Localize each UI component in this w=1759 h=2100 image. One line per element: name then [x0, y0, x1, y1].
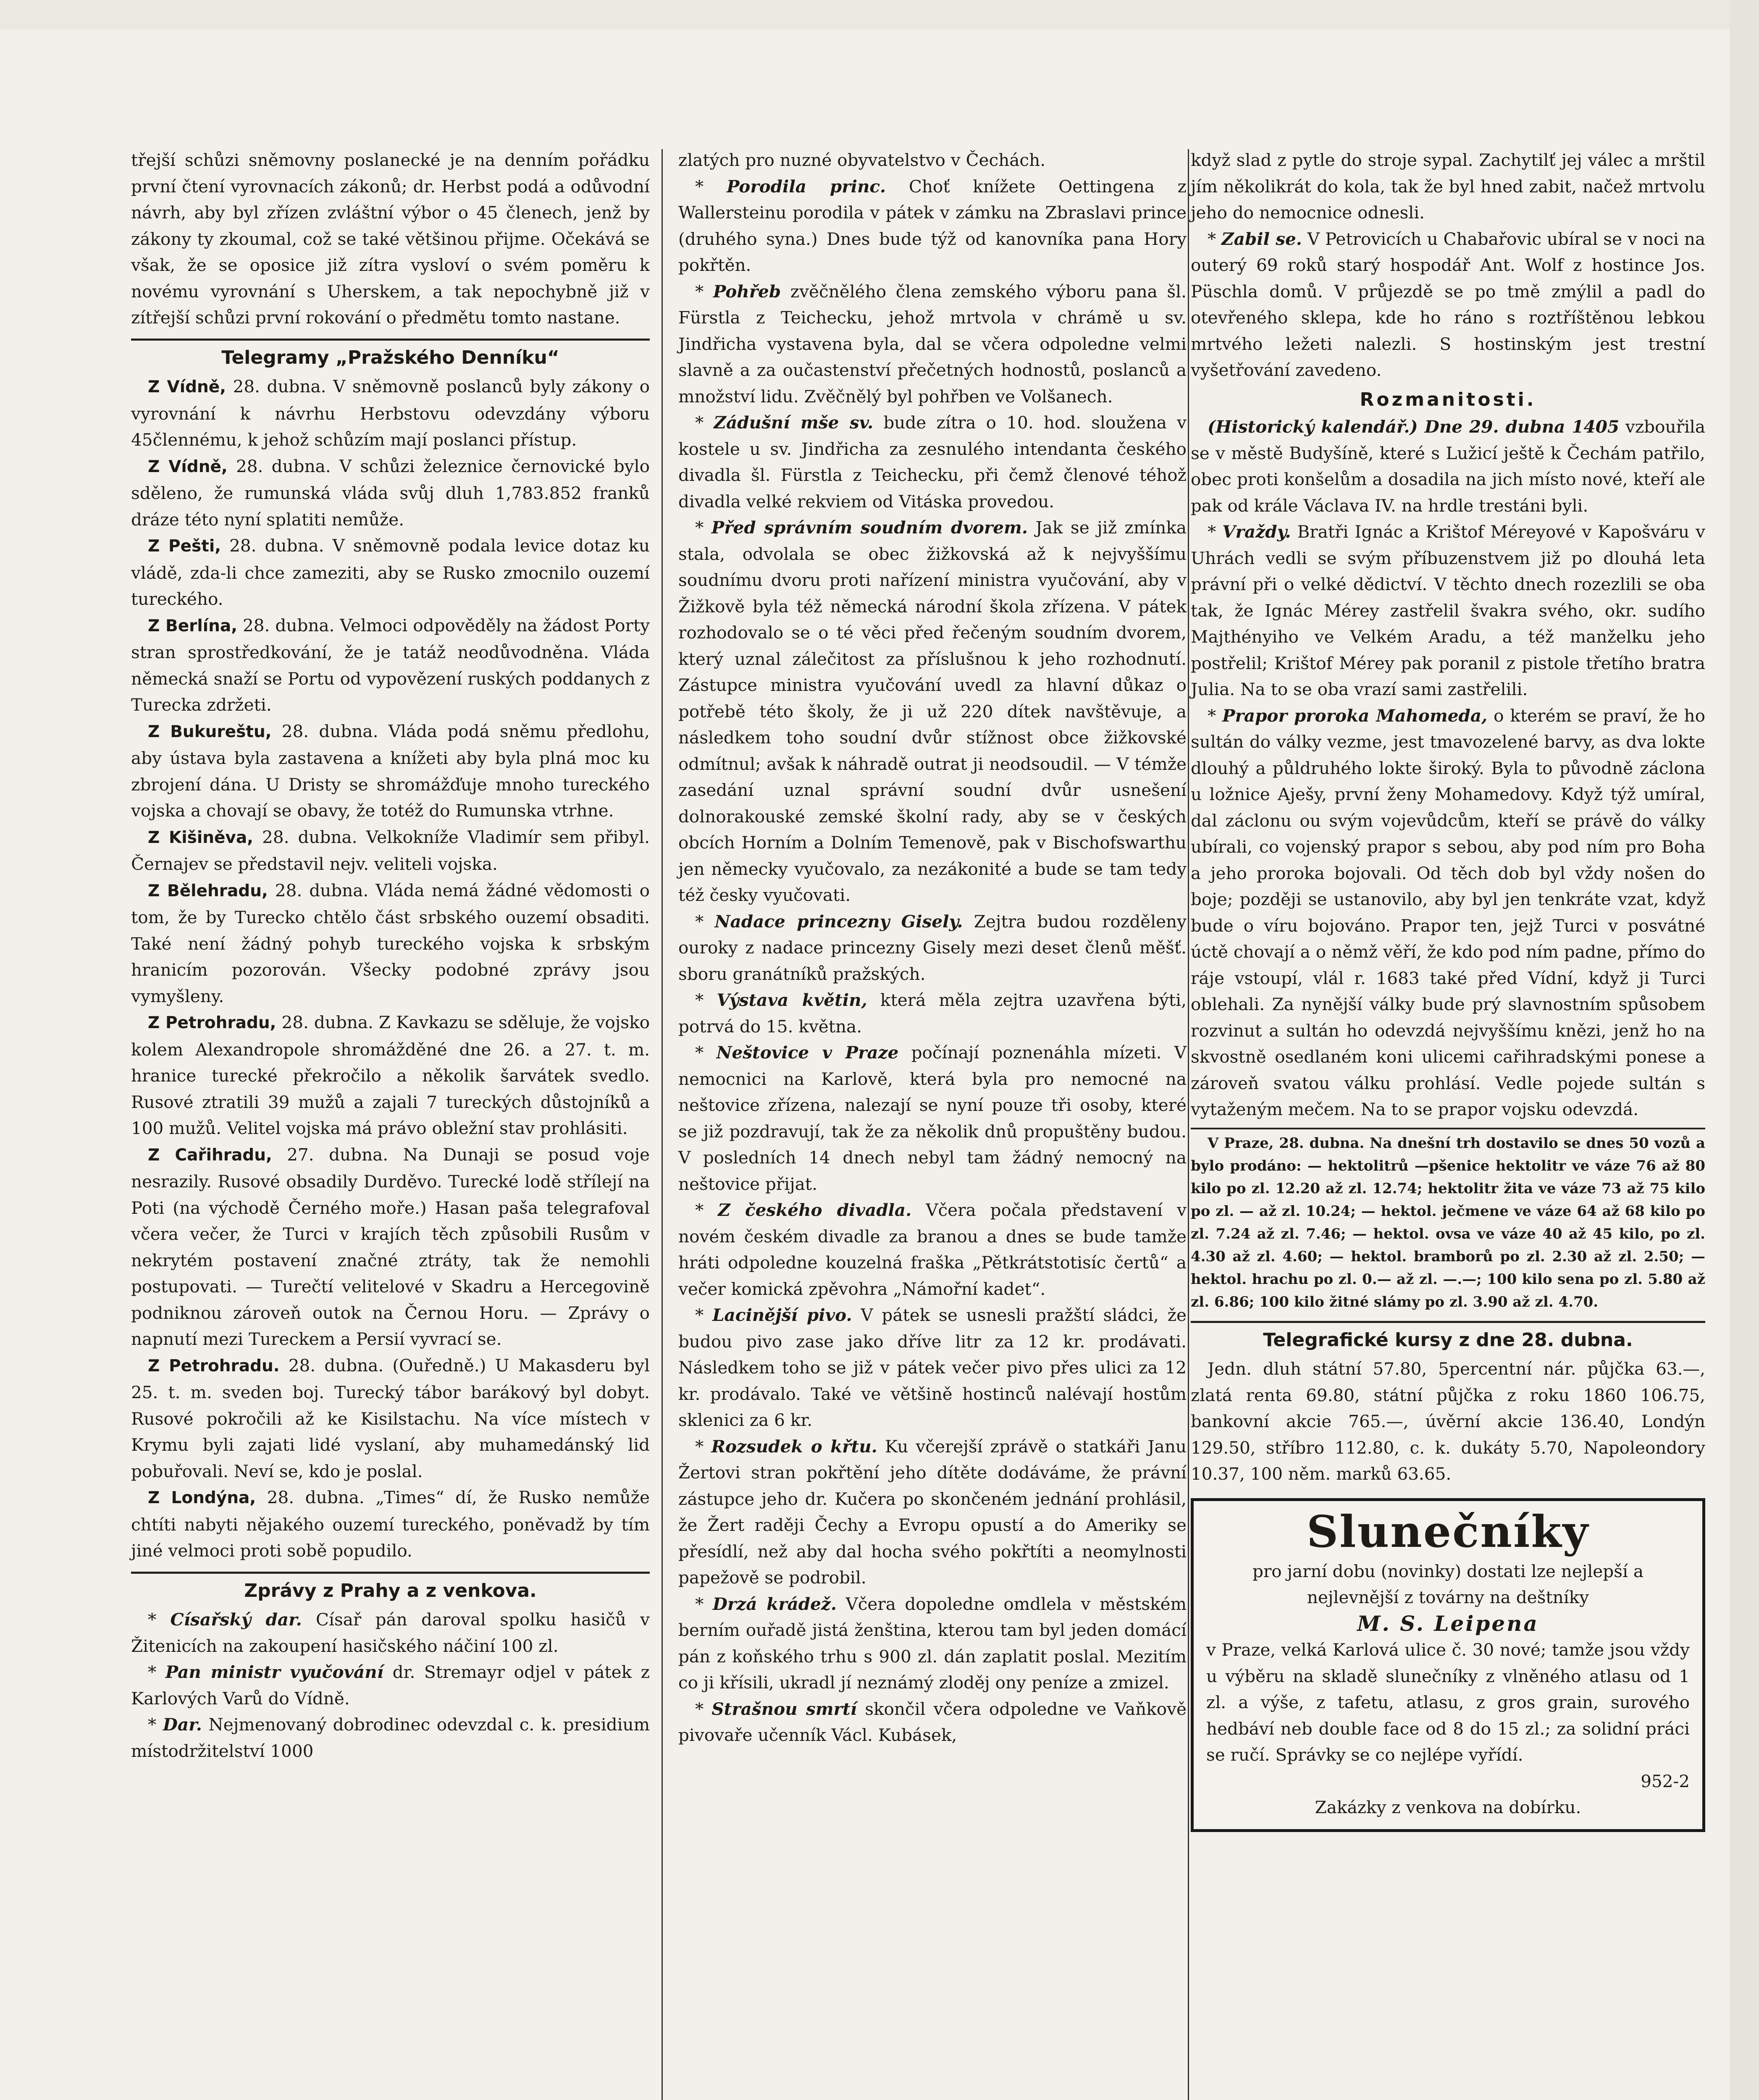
umbrella-advertisement	[1191, 1498, 1705, 1832]
telegram-london: Z Londýna, 28. dubna. „Times“ dí, že Rusko nemůže chtíti nabyti nějakého ouzemí tureckého, poněvadž by tím jiné velmoci proti sobě popudilo.	[131, 1487, 650, 1561]
column-rule-1	[662, 149, 663, 2100]
column-1	[131, 147, 650, 1764]
telegram-vienna-2: Z Vídně, 28. dubna. V schůzi železnice černovické bylo sděleno, že rumunská vláda svůj dluh 1,783.852 franků dráze této nyní splatiti nemůže.	[131, 456, 650, 530]
news-death-cont: když slad z pytle do stroje sypal. Zachytilť jej válec a mrštil jím několikrát do kola, tak že byl hned zabit, načež mrtvolu jeho do nemocnice odnesli.	[1191, 150, 1705, 223]
ad-line-1: pro jarní dobu (novinky) dostati lze nejlepší a nejlevnější z továrny na deštníky	[1252, 1561, 1643, 1607]
page-top-edge	[0, 0, 1759, 29]
misc-banner: * Prapor proroka Mahomeda, o kterém se praví, že ho sultán do války vezme, jest tmavozelené barvy, as dva lokte dlouhý a půldruhého lokte široký. Byla to původně záclona u ložnice Aješy, první ženy Mohamedovy. Když týž umíral, dal záclonu ou svým vojevůdcům, kteří se právě do války ubírali, co vojenský prapor s sebou, aby pod ním pro Boha a jeho proroka bojovali. Od těch dob byl vždy nošen do boje; později se ustanovilo, aby byl jen tenkráte vzat, když bude o víru bojováno. Prapor ten, jejž Turci v posvátné úctě chovají a o němž věří, že kdo pod ním padne, přímo do ráje vstoupí, vlál r. 1683 také před Vídní, když ji Turci oblehali. Za nynější války bude prý slavnostním spůsobem rozvinut a sultán ho odevzdá nejvyššímu knězi, jenž ho na skvostně osedlaném koni ulicemi cařihradskými ponese a zároveň svatou válku prohlásí. Vedle pojede sultán s vytaženým mečem. Na to se prapor vojsku odevzdá.	[1191, 705, 1706, 1119]
ad-firm: M. S. Leipena	[1357, 1611, 1539, 1636]
telegram-belgrade: Z Bělehradu, 28. dubna. Vláda nemá žádné vědomosti o tom, že by Turecko chtělo část srbského ouzemí obsaditi. Také není žádný pohyb tureckého vojska k srbským hranicím pozorován. Všecky podobné zprávy jsou vymyšleny.	[131, 880, 650, 1006]
news-imperial-gift: * Císařský dar. Císař pán daroval spolku hasičů v Žitenicích na zakoupení hasičského náčiní 100 zl.	[131, 1609, 650, 1656]
ad-line-2: v Praze, velká Karlová ulice č. 30 nové; tamže jsou vždy u výběru na skladě slunečníky z vlněného atlasu od 1 zl. a výše, z tafetu, atlasu, z gros grain, surového hedbáví neb double face od 8 do 15 zl.; za solidní práci se ručí. Správky se co nejlépe vyřídí.	[1206, 1640, 1690, 1765]
news-baptism: * Rozsudek o křtu. Ku včerejší zprávě o statkáři Janu Žertovi stran pokřtění jeho dítěte dodáváme, že právní zástupce jeho dr. Kučera po skončeném jednání prohlásil, že Žert raději Čechy a Evropu opustí a do Ameriky se přesídlí, než aby dal hocha svého pokřtíti a neomylnosti papežově se podrobil.	[678, 1436, 1187, 1588]
page-right-edge	[1730, 0, 1759, 2100]
news-death: * Strašnou smrtí skončil včera odpoledne ve Vaňkově pivovaře učenník Václ. Kubásek,	[678, 1698, 1187, 1745]
column-3	[1191, 147, 1705, 1832]
news-theatre: * Z českého divadla. Včera počala představení v novém českém divadle za branou a dnes se bude tamže hráti odpoledne kouzelná fraška „Pětkrátstotisíc čertů“ a večer komická zpěvohra „Námořní kadet“.	[678, 1200, 1187, 1299]
kursy-report: Jedn. dluh státní 57.80, 5percentní nár. půjčka 63.—, zlatá renta 69.80, státní půjčka z roku 1860 106.75, bankovní akcie 765.—, úvěrní akcie 136.40, Londýn 129.50, stříbro 112.80, c. k. dukáty 5.70, Napoleondory 10.37, 100 něm. marků 63.65.	[1191, 1359, 1705, 1484]
ad-number: 952-2	[1641, 1771, 1690, 1791]
news-beer: * Lacinější pivo. V pátek se usnesli pražští sládci, že budou pivo zase jako dříve litr za 12 kr. prodávati. Následkem toho se již v pátek večer pivo přes ulici za 12 kr. prodávalo. Také ve většině hostinců nalévají hostům sklenici za 6 kr.	[678, 1305, 1187, 1430]
news-donation: * Dar. Nejmenovaný dobrodinec odevzdal c. k. presidium místodržitelství 1000	[131, 1714, 650, 1761]
news-birth: * Porodila princ. Choť knížete Oettingena z Wallersteinu porodila v pátek v zámku na Zbraslavi prince (druhého syna.) Dnes bude týž od kanovníka pana Hory pokřtěn.	[678, 176, 1187, 275]
news-requiem: * Zádušní mše sv. bude zítra o 10. hod. sloužena v kostele u sv. Jindřicha za zesnulého intendanta českého divadla šl. Fürstla z Teichecku, při čemž členové téhož divadla velké rekviem od Vitáska provedou.	[678, 412, 1187, 512]
market-report: V Praze, 28. dubna. Na dnešní trh dostavilo se dnes 50 vozů a bylo prodáno: — hektolitrů —pšenice hektolitr ve váze 76 až 80 kilo po zl. 12.20 až zl. 12.74; hektolitr žita ve váze 73 až 75 kilo po zl. — až zl. 10.24; — hektol. ječmene ve váze 64 až 68 kilo po zl. 7.24 až zl. 7.46; — hektol. ovsa ve váze 40 až 45 kilo, po zl. 4.30 až zl. 4.60; — hektol. bramborů po zl. 2.30 až zl. 2.50; — hektol. hrachu po zl. 0.— až zl. —.—; 100 kilo sena po zl. 5.80 až zl. 6.86; 100 kilo žitné slámy po zl. 3.90 až zl. 4.70.	[1191, 1128, 1705, 1313]
telegram-constantinople: Z Cařihradu, 27. dubna. Na Dunaji se posud voje nesrazily. Rusové obsadily Durděvo. Turecké lodě střílejí na Poti (na východě Černého moře.) Hasan paša telegrafoval včera večer, že Turci v krajích těch způsobili Rusům v nekrytém postavení značné ztráty, tak že nemohli postupovati. — Turečtí velitelové v Skadru a Hercegovině podniknou zároveň outok na Černou Horu. — Zprávy o napnutí mezi Tureckem a Persií vyvrací se.	[131, 1144, 650, 1349]
news-killed: * Zabil se. V Petrovicích u Chabařovic ubíral se v noci na outerý 69 roků starý hospodář Ant. Wolf z hostince Jos. Püschla domů. V průjezdě se po tmě zmýlil a padl do otevřeného sklepa, kde ho ráno s roztříštěnou lebkou mrtvého ležeti nalezli. S hostinským jest trestní vyšetřování zavedeno.	[1191, 228, 1706, 380]
news-minister: * Pan ministr vyučování dr. Stremayr odjel v pátek z Karlových Varů do Vídně.	[131, 1662, 650, 1709]
zpravy-header: Zprávy z Prahy a z venkova.	[131, 1572, 650, 1604]
ad-line-3: Zakázky z venkova na dobírku.	[1315, 1797, 1581, 1817]
misc-calendar: (Historický kalendář.) Dne 29. dubna 1405 vzbouřila se v městě Budyšíně, které s Lužicí ještě k Čechám patřilo, obec proti konšelům a dosadila na jich místo nové, kteří ale pak od krále Václava IV. na hrdle trestáni byli.	[1191, 417, 1705, 516]
column-2	[678, 147, 1187, 1748]
rozmanitosti-header: Rozmanitosti.	[1360, 388, 1536, 410]
news-court: * Před správním soudním dvorem. Jak se již zmínka stala, odvolala se obec žižkovská až k nejvyššímu soudnímu dvoru proti nařízení ministra vyučování, aby v Žižkově byla též německá národní škola zřízena. V pátek rozhodovalo se o té věci před řečeným soudním dvorem, který uznal zálečitost za příslušnou k jeho rozhodnutí. Zástupce ministra vyučování uvedl za hlavní důkaz o potřebě této školy, že ji už 220 dítek navštěvuje, a následkem toho soudní dvůr stížnost obce žižkovské odmítnul; avšak k náhradě outrat ji neodsoudil. — V témže zasedání uznal správní soudní dvůr usnešení dolnorakouské zemské školní rady, aby se v českých obcích Horním a Dolním Temenově, pak v Bischofswarthu jen německy vyučovalo, za nezákonité a bude se tam tedy též česky vyučovati.	[678, 517, 1187, 905]
telegramy-header: Telegramy „Pražského Denníku“	[131, 339, 650, 371]
news-flower-show: * Výstava květin, která měla zejtra uzavřena býti, potrvá do 15. května.	[678, 990, 1187, 1037]
telegram-kishinev: Z Kišiněva, 28. dubna. Velkokníže Vladimír sem přibyl. Černajev se představil nejv. veliteli vojska.	[131, 827, 650, 874]
news-foundation: * Nadace princezny Gisely. Zejtra budou rozděleny ouroky z nadace princezny Gisely mezi deset členů měšť. sboru granátníků pražských.	[678, 911, 1187, 984]
news-donation-cont: zlatých pro nuzné obyvatelstvo v Čechách.	[678, 150, 1046, 170]
telegram-pest: Z Pešti, 28. dubna. V sněmovně podala levice dotaz ku vládě, zda-li chce zameziti, aby se Rusko zmocnilo ouzemí tureckého.	[131, 536, 650, 609]
news-smallpox: * Neštovice v Praze počínají poznenáhla mízeti. V nemocnici na Karlově, která byla pro nemocné na neštovice zřízena, nalezají se nyní pouze tři osoby, které se již pozdravují, tak že za několik dnů propuštěny budou. V posledních 14 dnech nebyl tam žádný nemocný na neštovice přijat.	[678, 1042, 1187, 1194]
telegram-petersburg-1: Z Petrohradu, 28. dubna. Z Kavkazu se sděluje, že vojsko kolem Alexandropole shromážděné dne 26. a 27. t. m. hranice turecké překročilo a několik šarvátek svedlo. Rusové ztratili 39 mužů a zajali 7 tureckých důstojníků a 100 mužů. Velitel vojska má právo obležní stav prohlásiti.	[131, 1012, 650, 1138]
telegram-petersburg-2: Z Petrohradu. 28. dubna. (Ouředně.) U Makasderu byl 25. t. m. sveden boj. Turecký tábor barákový byl dobyt. Rusové pokročili až ke Kisilstachu. Na více místech v Krymu byli zajati lidé vyslaní, aby muhamedánský lid pobuřovali. Neví se, kdo je poslal.	[131, 1355, 650, 1481]
column-rule-2	[1188, 149, 1189, 2100]
telegram-bucharest: Z Bukureštu, 28. dubna. Vláda podá sněmu předlohu, aby ústava byla zastavena a knížeti aby byla plná moc ku zbrojení dána. U Dristy se shromážďuje mnoho tureckého vojska a chovají se obavy, že totéž do Rumunska vtrhne.	[131, 721, 650, 821]
misc-murders: * Vraždy. Bratři Ignác a Krištof Méreyové v Kapošváru v Uhrách vedli se svým příbuzenstvem již po dlouhá leta právní při o velké dědictví. V těchto dnech rozezlili se oba tak, že Ignác Mérey zastřelil švakra svého, okr. sudího Majthényiho ve Velkém Aradu, a též manželku jeho postřelil; Krištof Mérey pak poranil z pistole třetího bratra Julia. Na to se oba vrazí sami zastřelili.	[1191, 522, 1705, 699]
news-theft: * Drzá krádež. Včera dopoledne omdlela v městském berním ouřadě jistá ženština, kterou tam byl jeden domácí pán z koňského trhu s 900 zl. dán zaplatit poslal. Mezitím co ji křísili, ukradl jí neznámý zloděj ony peníze a zmizel.	[678, 1593, 1187, 1693]
news-funeral: * Pohřeb zvěčnělého člena zemského výboru pana šl. Fürstla z Teichecku, jehož mrtvola v chrámě u sv. Jindřicha vystavena byla, dal se včera odpoledne velmi slavně a za oučastenství přečetných hodnostů, poslanců a množství lidu. Zvěčnělý byl pohřben ve Volšanech.	[678, 281, 1187, 407]
ad-title: Slunečníky	[1307, 1505, 1589, 1557]
telegram-berlin: Z Berlína, 28. dubna. Velmoci odpověděly na žádost Porty stran sprostředkování, že je tatáž neodůvodněna. Vláda německá snaží se Portu od vypovězení ruských poddanych z Turecka zdržeti.	[131, 615, 650, 715]
kursy-header: Telegrafické kursy z dne 28. dubna.	[1191, 1321, 1705, 1354]
telegram-vienna-1: Z Vídně, 28. dubna. V sněmovně poslanců byly zákony o vyrovnání k návrhu Herbstovu odevzdány výboru 45člennému, k jehož schůzím mají poslanci přístup.	[131, 376, 650, 450]
intro-paragraph: třejší schůzi sněmovny poslanecké je na denním pořádku první čtení vyrovnacích zákonů; dr. Herbst podá a odůvodní návrh, aby byl zřízen zvláštní výbor o 45 členech, jenž by zákony ty zkoumal, což se také většinou přijme. Očekává se však, že se oposice již zítra vysloví o svém poměru k novému vyrovnání s Uherskem, a tak nepochybně již v zítřejší schůzi první rokování o předmětu tomto nastane.	[131, 150, 650, 328]
